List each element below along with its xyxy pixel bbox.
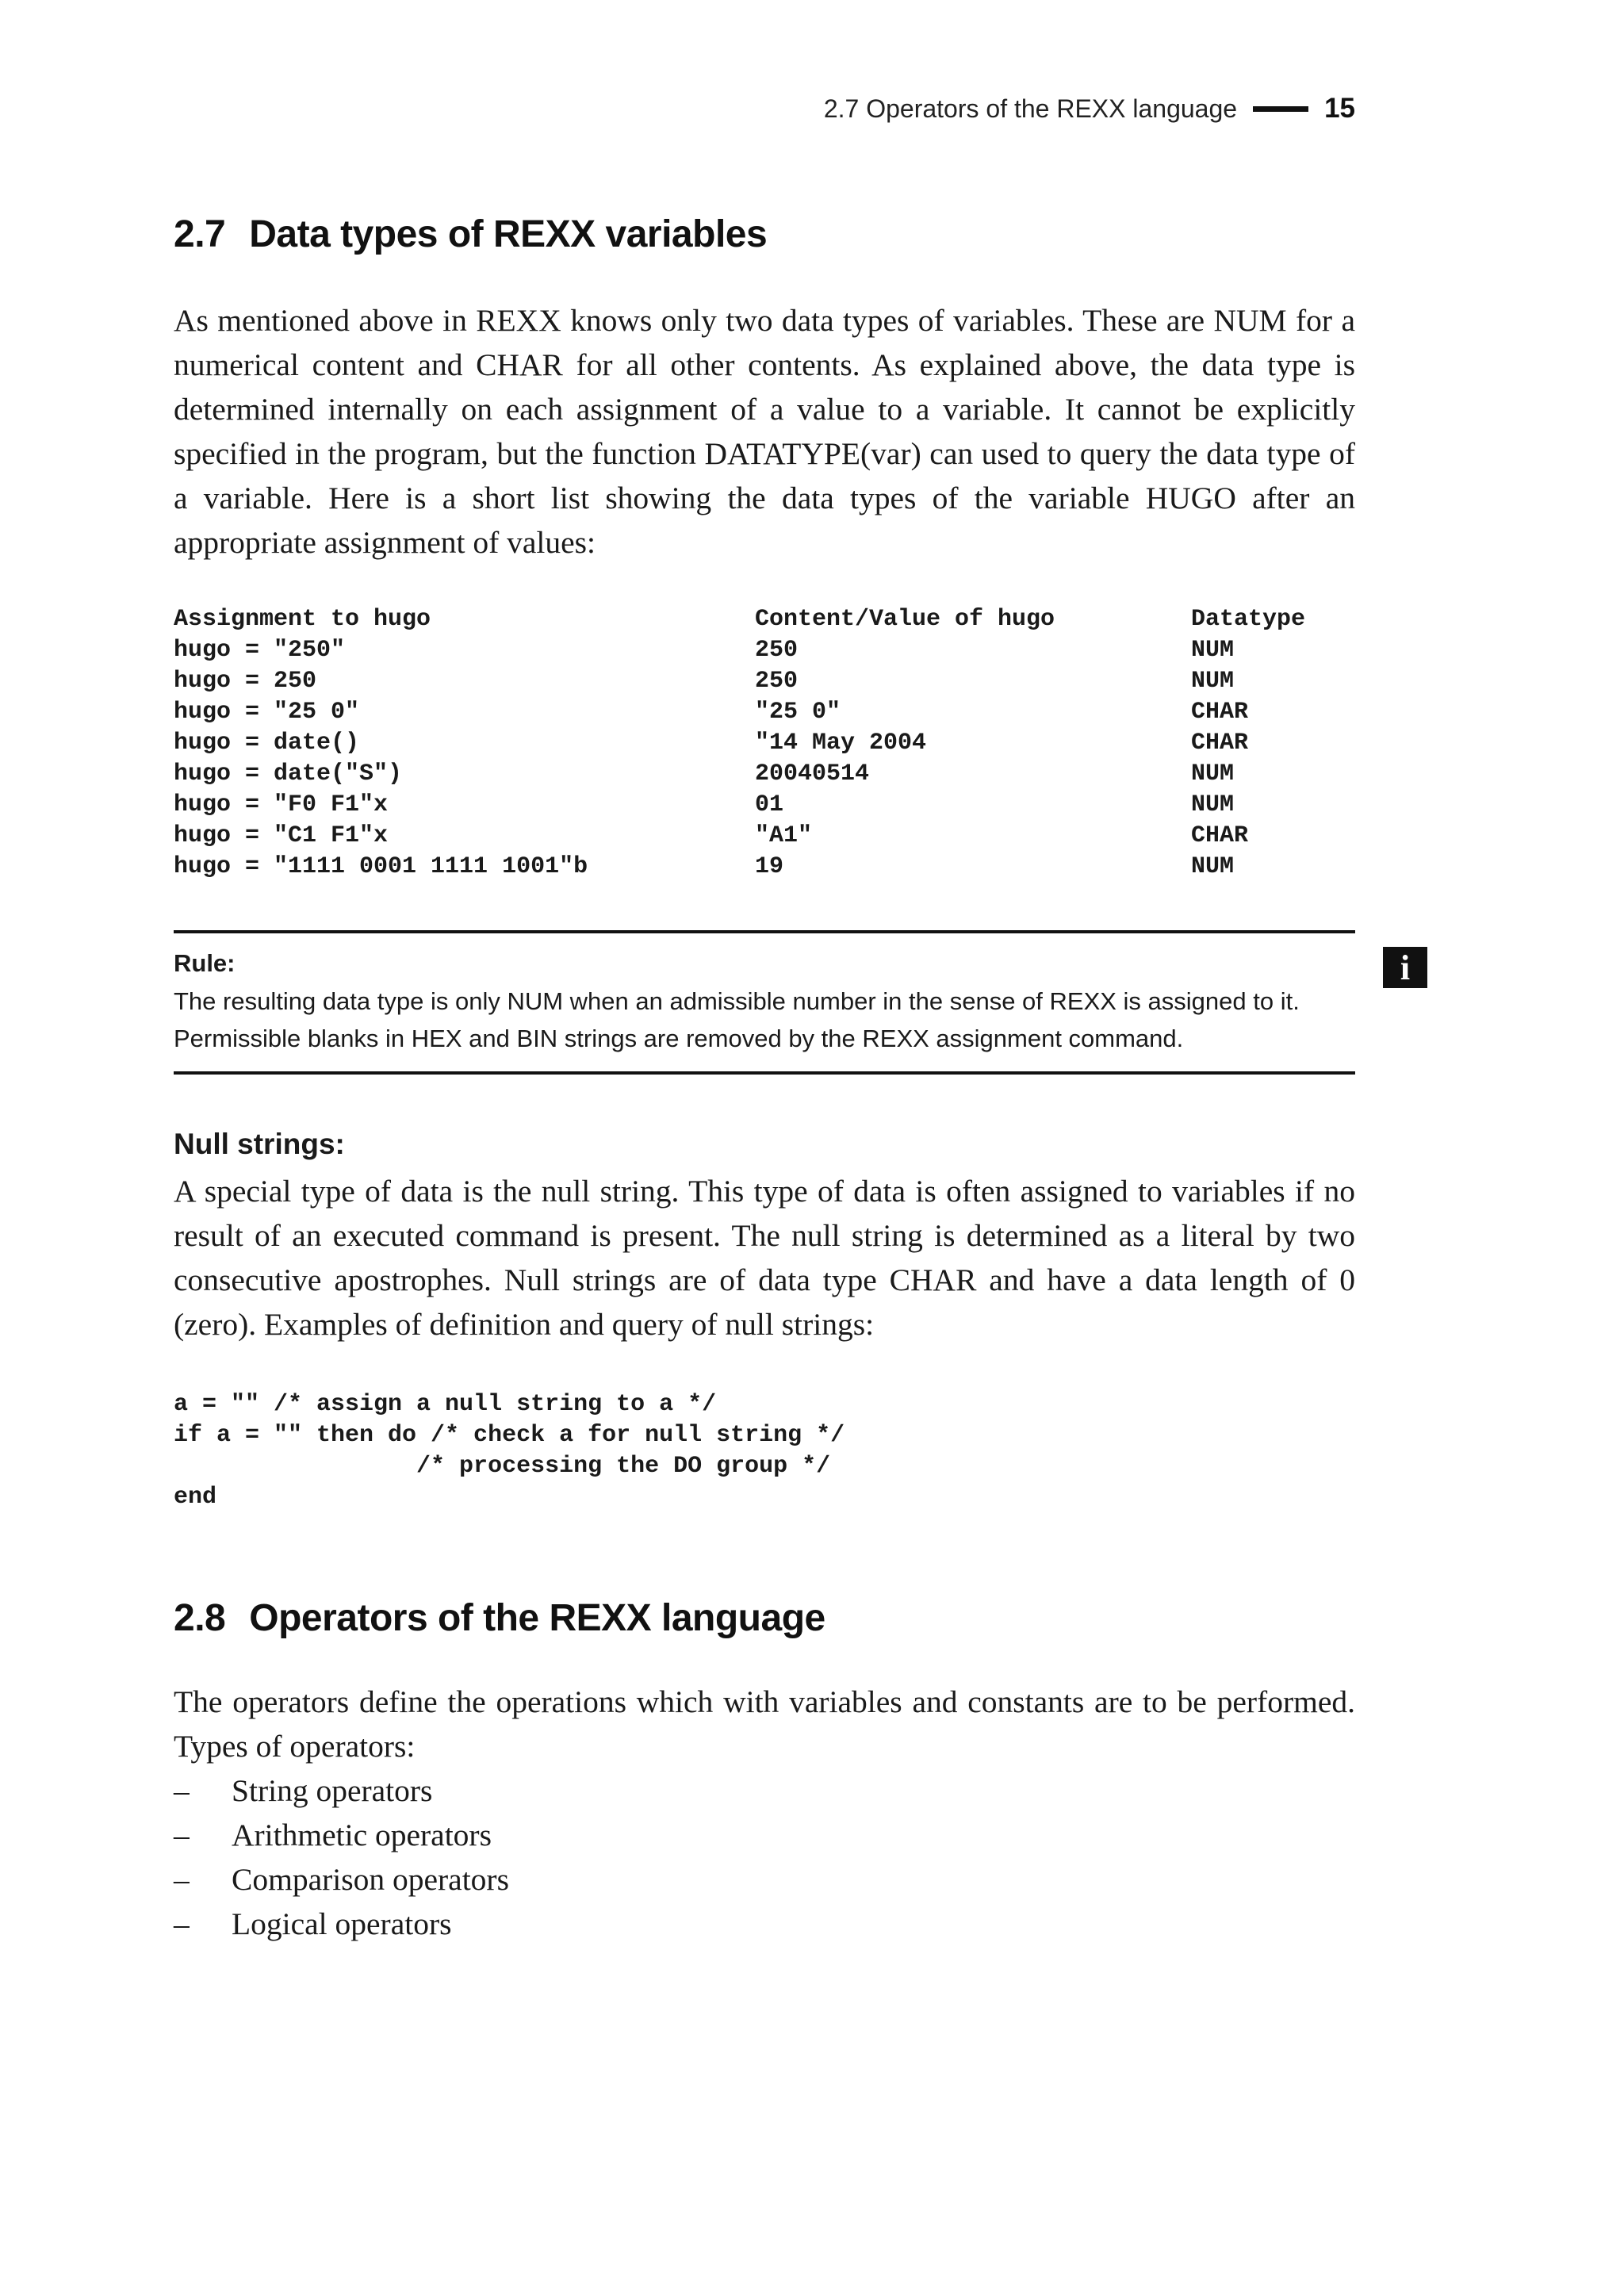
- table-cell: hugo = "250": [174, 637, 346, 664]
- table-header-row: [174, 604, 1305, 635]
- table-row: [174, 666, 1305, 697]
- table-cell: hugo = 250: [174, 668, 317, 695]
- null-strings-block: [174, 1124, 1355, 1347]
- assignment-table: [174, 604, 1305, 883]
- running-head-rule: [1253, 106, 1308, 112]
- table-cell: 01: [755, 791, 784, 818]
- table-row: [174, 697, 1305, 728]
- table-cell: hugo = "25 0": [174, 699, 360, 726]
- section-2-7-heading-block: [174, 213, 1355, 256]
- section-title: Data types of REXX variables: [249, 213, 768, 255]
- table-cell: "14 May 2004: [755, 730, 927, 757]
- list-marker: –: [174, 1862, 190, 1897]
- list-item-text: String operators: [232, 1773, 433, 1808]
- list-item-text: Logical operators: [232, 1906, 452, 1941]
- running-head-title: 2.7 Operators of the REXX language: [823, 94, 1238, 123]
- list-item: [174, 1813, 1355, 1857]
- column-header: Datatype: [1191, 606, 1306, 633]
- table-row: [174, 635, 1305, 666]
- table-cell: "A1": [755, 822, 813, 849]
- table-cell: hugo = "C1 F1"x: [174, 822, 389, 849]
- table-cell: NUM: [1191, 668, 1235, 695]
- table-row: [174, 728, 1305, 759]
- table-cell: 19: [755, 853, 784, 880]
- table-cell: NUM: [1191, 637, 1235, 664]
- rule-title: Rule:: [174, 949, 236, 977]
- table-cell: CHAR: [1191, 822, 1249, 849]
- table-cell: NUM: [1191, 791, 1235, 818]
- rule-box: [174, 930, 1355, 1075]
- table-cell: 250: [755, 668, 799, 695]
- rule-text: The resulting data type is only NUM when an admissible number in the sense of REXX is assigned to it. Permissible blanks in HEX and BIN strings are removed by the REXX assignment command.: [174, 987, 1300, 1052]
- list-item-text: Arithmetic operators: [232, 1818, 492, 1852]
- running-head: [824, 89, 1355, 128]
- table-cell: 20040514: [755, 760, 870, 787]
- table-cell: CHAR: [1191, 730, 1249, 757]
- table-row: [174, 759, 1305, 790]
- rule-box-block: [174, 930, 1355, 1075]
- section-2-8-heading-block: [174, 1596, 1355, 1640]
- section-number: 2.8: [174, 1597, 226, 1639]
- table-cell: hugo = date("S"): [174, 760, 403, 787]
- section-2-7-heading: [174, 213, 1355, 256]
- page-number: 15: [1324, 93, 1355, 124]
- section-2-8-heading: [174, 1596, 1355, 1640]
- list-marker: –: [174, 1773, 190, 1808]
- body-paragraph: As mentioned above in REXX knows only two data types of variables. These are NUM for a numerical content and CHAR for all other contents. As explained above, the data type is determined internally on each assignment of a value to a variable. It cannot be explicitly specified in the program, but the function DATATYPE(var) can used to query the data type of a variable. Here is a short list showing the data types of the variable HUGO after an appropriate assignment of values:: [174, 303, 1355, 560]
- list-item: [174, 1902, 1355, 1946]
- list-item-text: Comparison operators: [232, 1862, 509, 1897]
- section-number: 2.7: [174, 213, 226, 255]
- table-cell: hugo = "F0 F1"x: [174, 791, 389, 818]
- section-2-8-body: [174, 1680, 1355, 1946]
- table-cell: CHAR: [1191, 699, 1249, 726]
- list-marker: –: [174, 1818, 190, 1852]
- list-marker: –: [174, 1906, 190, 1941]
- code-block: a = "" /* assign a null string to a */ if a = "" then do /* check a for null string */ /* processing the DO group */ end: [174, 1391, 845, 1511]
- table-row: [174, 790, 1305, 821]
- table-cell: hugo = date(): [174, 730, 360, 757]
- table-cell: NUM: [1191, 853, 1235, 880]
- table-cell: "25 0": [755, 699, 841, 726]
- list-item: [174, 1768, 1355, 1813]
- info-icon: i: [1383, 947, 1427, 988]
- body-paragraph: The operators define the operations which with variables and constants are to be performed. Types of operators:: [174, 1684, 1355, 1764]
- table-row: [174, 821, 1305, 852]
- null-strings-heading: Null strings:: [174, 1128, 345, 1160]
- section-title: Operators of the REXX language: [249, 1597, 825, 1639]
- assignment-table-block: [174, 604, 1355, 883]
- table-cell: 250: [755, 637, 799, 664]
- table-cell: hugo = "1111 0001 1111 1001"b: [174, 853, 588, 880]
- table-row: [174, 852, 1305, 883]
- section-2-7-intro: [174, 298, 1355, 565]
- column-header: Content/Value of hugo: [755, 606, 1055, 633]
- body-paragraph: A special type of data is the null string. This type of data is often assigned to variables if no result of an executed command is present. The null string is determined as a literal by two consecutive apostrophes. Null strings are of data type CHAR and have a data length of 0 (zero). Examples of definition and query of null strings:: [174, 1174, 1355, 1342]
- column-header: Assignment to hugo: [174, 606, 431, 633]
- null-strings-code-block: [174, 1389, 1355, 1513]
- operator-types-list: [174, 1768, 1355, 1946]
- table-cell: NUM: [1191, 760, 1235, 787]
- list-item: [174, 1857, 1355, 1902]
